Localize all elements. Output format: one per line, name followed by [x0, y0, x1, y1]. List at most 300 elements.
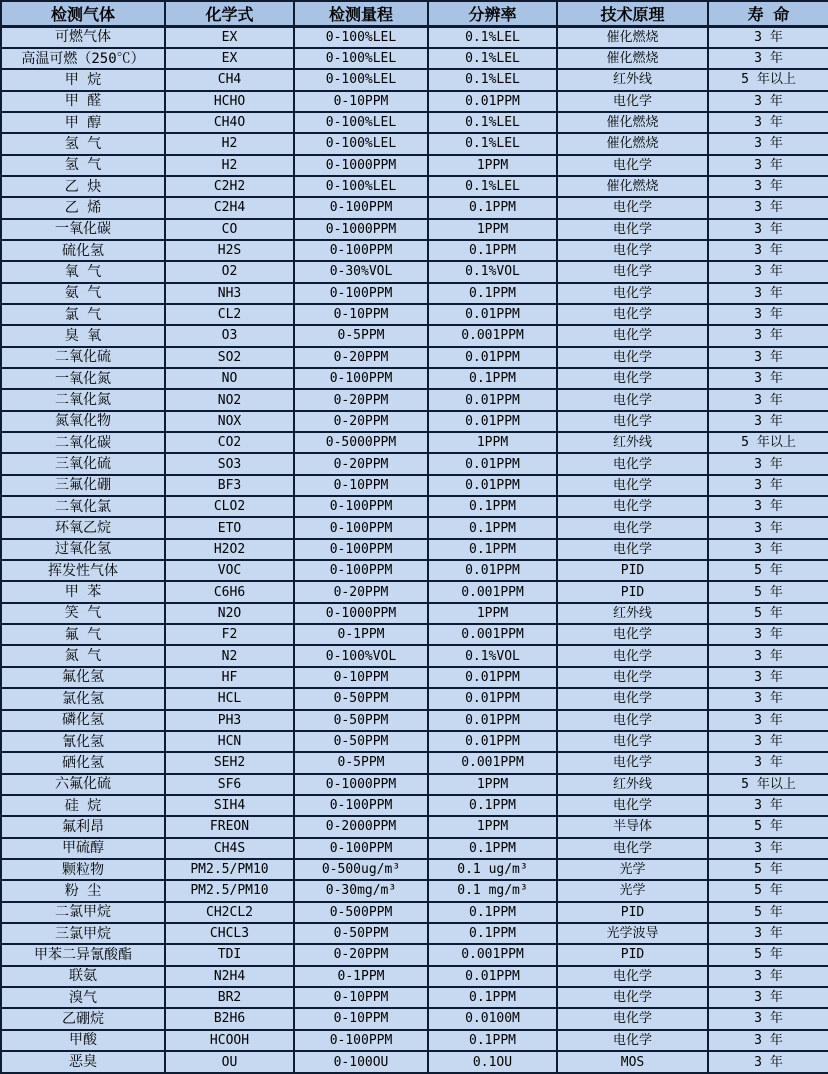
- lifespan-cell: 3 年: [708, 283, 828, 304]
- formula-cell: PH3: [165, 710, 294, 731]
- gas-name-cell: 乙 炔: [1, 176, 165, 197]
- principle-cell: PID: [557, 902, 708, 923]
- formula-cell: H2S: [165, 240, 294, 261]
- principle-cell: 电化学: [557, 91, 708, 112]
- formula-cell: SIH4: [165, 795, 294, 816]
- resolution-cell: 0.001PPM: [428, 581, 557, 602]
- range-cell: 0-1000PPM: [294, 219, 428, 240]
- formula-cell: PM2.5/PM10: [165, 859, 294, 880]
- resolution-cell: 1PPM: [428, 155, 557, 176]
- formula-cell: CH4: [165, 69, 294, 90]
- resolution-cell: 0.01PPM: [428, 91, 557, 112]
- resolution-cell: 0.1PPM: [428, 902, 557, 923]
- formula-cell: C6H6: [165, 581, 294, 602]
- range-cell: 0-100%LEL: [294, 27, 428, 48]
- principle-cell: 红外线: [557, 603, 708, 624]
- principle-cell: 催化燃烧: [557, 176, 708, 197]
- lifespan-cell: 3 年: [708, 219, 828, 240]
- resolution-cell: 0.1 ug/m³: [428, 859, 557, 880]
- range-cell: 0-100%LEL: [294, 48, 428, 69]
- formula-cell: SO2: [165, 347, 294, 368]
- range-cell: 0-100PPM: [294, 795, 428, 816]
- formula-cell: SO3: [165, 453, 294, 474]
- resolution-cell: 0.1%VOL: [428, 261, 557, 282]
- resolution-cell: 0.1%LEL: [428, 176, 557, 197]
- gas-name-cell: 三氧化硫: [1, 453, 165, 474]
- table-row: [1, 710, 828, 731]
- principle-cell: 电化学: [557, 539, 708, 560]
- formula-cell: BF3: [165, 475, 294, 496]
- table-row: [1, 944, 828, 965]
- principle-cell: 电化学: [557, 731, 708, 752]
- gas-name-cell: 臭 氧: [1, 325, 165, 346]
- gas-name-cell: 过氧化氢: [1, 539, 165, 560]
- principle-cell: 电化学: [557, 752, 708, 773]
- formula-cell: NO2: [165, 389, 294, 410]
- principle-cell: 电化学: [557, 667, 708, 688]
- formula-cell: SEH2: [165, 752, 294, 773]
- lifespan-cell: 5 年以上: [708, 69, 828, 90]
- table-row: [1, 1051, 828, 1073]
- range-cell: 0-50PPM: [294, 731, 428, 752]
- gas-name-cell: 可燃气体: [1, 27, 165, 48]
- gas-name-cell: 甲 烷: [1, 69, 165, 90]
- resolution-cell: 0.1PPM: [428, 987, 557, 1008]
- range-cell: 0-30%VOL: [294, 261, 428, 282]
- lifespan-cell: 3 年: [708, 1051, 828, 1073]
- resolution-cell: 0.001PPM: [428, 624, 557, 645]
- lifespan-cell: 3 年: [708, 48, 828, 69]
- table-row: [1, 176, 828, 197]
- principle-cell: 电化学: [557, 219, 708, 240]
- range-cell: 0-100PPM: [294, 240, 428, 261]
- resolution-cell: 0.01PPM: [428, 688, 557, 709]
- resolution-cell: 0.1PPM: [428, 923, 557, 944]
- formula-cell: N2: [165, 645, 294, 666]
- principle-cell: 光学波导: [557, 923, 708, 944]
- range-cell: 0-10PPM: [294, 1008, 428, 1029]
- resolution-cell: 0.0100M: [428, 1008, 557, 1029]
- principle-cell: PID: [557, 560, 708, 581]
- resolution-cell: 0.1%LEL: [428, 112, 557, 133]
- formula-cell: NO: [165, 368, 294, 389]
- range-cell: 0-100%LEL: [294, 69, 428, 90]
- range-cell: 0-2000PPM: [294, 816, 428, 837]
- resolution-cell: 0.1PPM: [428, 838, 557, 859]
- range-cell: 0-20PPM: [294, 453, 428, 474]
- gas-name-cell: 甲硫醇: [1, 838, 165, 859]
- lifespan-cell: 3 年: [708, 112, 828, 133]
- range-cell: 0-20PPM: [294, 944, 428, 965]
- formula-cell: NH3: [165, 283, 294, 304]
- formula-cell: EX: [165, 27, 294, 48]
- lifespan-cell: 5 年: [708, 859, 828, 880]
- resolution-cell: 0.1 mg/m³: [428, 880, 557, 901]
- resolution-cell: 0.1%LEL: [428, 133, 557, 154]
- formula-cell: CHCL3: [165, 923, 294, 944]
- principle-cell: 电化学: [557, 304, 708, 325]
- lifespan-cell: 3 年: [708, 27, 828, 48]
- column-header-resolution: 分辨率: [428, 1, 557, 27]
- gas-name-cell: 二氧化硫: [1, 347, 165, 368]
- column-header-range: 检测量程: [294, 1, 428, 27]
- table-row: [1, 603, 828, 624]
- table-row: [1, 1008, 828, 1029]
- formula-cell: H2: [165, 155, 294, 176]
- table-row: [1, 923, 828, 944]
- resolution-cell: 1PPM: [428, 816, 557, 837]
- formula-cell: CH4S: [165, 838, 294, 859]
- gas-name-cell: 溴气: [1, 987, 165, 1008]
- formula-cell: H2: [165, 133, 294, 154]
- formula-cell: HF: [165, 667, 294, 688]
- gas-name-cell: 甲 醇: [1, 112, 165, 133]
- lifespan-cell: 3 年: [708, 731, 828, 752]
- lifespan-cell: 3 年: [708, 710, 828, 731]
- principle-cell: 电化学: [557, 197, 708, 218]
- gas-name-cell: 环氧乙烷: [1, 517, 165, 538]
- column-header-principle: 技术原理: [557, 1, 708, 27]
- lifespan-cell: 3 年: [708, 688, 828, 709]
- formula-cell: O2: [165, 261, 294, 282]
- principle-cell: 电化学: [557, 624, 708, 645]
- table-row: [1, 966, 828, 987]
- resolution-cell: 0.1PPM: [428, 283, 557, 304]
- lifespan-cell: 3 年: [708, 645, 828, 666]
- lifespan-cell: 3 年: [708, 1030, 828, 1051]
- table-row: [1, 197, 828, 218]
- table-row: [1, 581, 828, 602]
- gas-name-cell: 高温可燃（250℃）: [1, 48, 165, 69]
- range-cell: 0-50PPM: [294, 688, 428, 709]
- table-row: [1, 880, 828, 901]
- range-cell: 0-1000PPM: [294, 774, 428, 795]
- range-cell: 0-5PPM: [294, 752, 428, 773]
- gas-name-cell: 三氟化硼: [1, 475, 165, 496]
- lifespan-cell: 3 年: [708, 838, 828, 859]
- lifespan-cell: 3 年: [708, 91, 828, 112]
- table-header: [1, 1, 828, 27]
- lifespan-cell: 3 年: [708, 752, 828, 773]
- principle-cell: 半导体: [557, 816, 708, 837]
- table-row: [1, 27, 828, 48]
- table-row: [1, 816, 828, 837]
- principle-cell: 电化学: [557, 261, 708, 282]
- resolution-cell: 0.01PPM: [428, 347, 557, 368]
- gas-name-cell: 氟化氢: [1, 667, 165, 688]
- range-cell: 0-1000PPM: [294, 603, 428, 624]
- gas-name-cell: 氟 气: [1, 624, 165, 645]
- table-row: [1, 517, 828, 538]
- principle-cell: 电化学: [557, 325, 708, 346]
- table-row: [1, 261, 828, 282]
- formula-cell: CO: [165, 219, 294, 240]
- resolution-cell: 0.1PPM: [428, 197, 557, 218]
- principle-cell: 催化燃烧: [557, 133, 708, 154]
- principle-cell: 电化学: [557, 155, 708, 176]
- gas-name-cell: 乙 烯: [1, 197, 165, 218]
- range-cell: 0-100%LEL: [294, 133, 428, 154]
- range-cell: 0-100%VOL: [294, 645, 428, 666]
- gas-name-cell: 硫化氢: [1, 240, 165, 261]
- gas-name-cell: 二氧化碳: [1, 432, 165, 453]
- principle-cell: 电化学: [557, 838, 708, 859]
- principle-cell: 红外线: [557, 432, 708, 453]
- range-cell: 0-10PPM: [294, 304, 428, 325]
- gas-name-cell: 氯化氢: [1, 688, 165, 709]
- table-row: [1, 667, 828, 688]
- formula-cell: FREON: [165, 816, 294, 837]
- column-header-formula: 化学式: [165, 1, 294, 27]
- resolution-cell: 1PPM: [428, 603, 557, 624]
- formula-cell: SF6: [165, 774, 294, 795]
- formula-cell: N2O: [165, 603, 294, 624]
- gas-name-cell: 氰化氢: [1, 731, 165, 752]
- table-body: [1, 27, 828, 1074]
- resolution-cell: 1PPM: [428, 774, 557, 795]
- gas-name-cell: 氮 气: [1, 645, 165, 666]
- formula-cell: EX: [165, 48, 294, 69]
- range-cell: 0-500PPM: [294, 902, 428, 923]
- table-row: [1, 496, 828, 517]
- lifespan-cell: 5 年: [708, 581, 828, 602]
- range-cell: 0-100PPM: [294, 838, 428, 859]
- lifespan-cell: 3 年: [708, 304, 828, 325]
- resolution-cell: 0.01PPM: [428, 667, 557, 688]
- principle-cell: 电化学: [557, 517, 708, 538]
- principle-cell: 电化学: [557, 966, 708, 987]
- table-row: [1, 795, 828, 816]
- range-cell: 0-100PPM: [294, 560, 428, 581]
- lifespan-cell: 3 年: [708, 261, 828, 282]
- principle-cell: 电化学: [557, 453, 708, 474]
- table-row: [1, 411, 828, 432]
- formula-cell: CH2CL2: [165, 902, 294, 923]
- principle-cell: 电化学: [557, 240, 708, 261]
- range-cell: 0-30mg/m³: [294, 880, 428, 901]
- principle-cell: 电化学: [557, 645, 708, 666]
- range-cell: 0-100PPM: [294, 368, 428, 389]
- table-row: [1, 645, 828, 666]
- formula-cell: C2H4: [165, 197, 294, 218]
- principle-cell: 电化学: [557, 389, 708, 410]
- range-cell: 0-1PPM: [294, 966, 428, 987]
- range-cell: 0-10PPM: [294, 91, 428, 112]
- lifespan-cell: 3 年: [708, 539, 828, 560]
- gas-name-cell: 三氯甲烷: [1, 923, 165, 944]
- range-cell: 0-100PPM: [294, 283, 428, 304]
- range-cell: 0-100PPM: [294, 517, 428, 538]
- resolution-cell: 0.01PPM: [428, 304, 557, 325]
- formula-cell: HCOOH: [165, 1030, 294, 1051]
- table-row: [1, 69, 828, 90]
- principle-cell: 红外线: [557, 69, 708, 90]
- resolution-cell: 0.1PPM: [428, 496, 557, 517]
- lifespan-cell: 3 年: [708, 475, 828, 496]
- range-cell: 0-1000PPM: [294, 155, 428, 176]
- table-row: [1, 91, 828, 112]
- lifespan-cell: 5 年: [708, 816, 828, 837]
- table-row: [1, 112, 828, 133]
- gas-name-cell: 联氨: [1, 966, 165, 987]
- formula-cell: H2O2: [165, 539, 294, 560]
- lifespan-cell: 3 年: [708, 347, 828, 368]
- resolution-cell: 0.1%VOL: [428, 645, 557, 666]
- formula-cell: HCL: [165, 688, 294, 709]
- formula-cell: TDI: [165, 944, 294, 965]
- resolution-cell: 0.1PPM: [428, 539, 557, 560]
- resolution-cell: 0.01PPM: [428, 453, 557, 474]
- formula-cell: CLO2: [165, 496, 294, 517]
- lifespan-cell: 5 年: [708, 560, 828, 581]
- lifespan-cell: 3 年: [708, 795, 828, 816]
- lifespan-cell: 5 年: [708, 902, 828, 923]
- table-row: [1, 1030, 828, 1051]
- gas-name-cell: 氟利昂: [1, 816, 165, 837]
- range-cell: 0-100PPM: [294, 539, 428, 560]
- resolution-cell: 0.1PPM: [428, 1030, 557, 1051]
- principle-cell: 电化学: [557, 1030, 708, 1051]
- principle-cell: 电化学: [557, 710, 708, 731]
- gas-name-cell: 氨 气: [1, 283, 165, 304]
- gas-name-cell: 甲酸: [1, 1030, 165, 1051]
- gas-name-cell: 一氧化氮: [1, 368, 165, 389]
- table-row: [1, 774, 828, 795]
- table-row: [1, 325, 828, 346]
- range-cell: 0-100PPM: [294, 496, 428, 517]
- gas-name-cell: 氮氧化物: [1, 411, 165, 432]
- resolution-cell: 0.01PPM: [428, 560, 557, 581]
- resolution-cell: 0.1%LEL: [428, 69, 557, 90]
- gas-name-cell: 磷化氢: [1, 710, 165, 731]
- formula-cell: VOC: [165, 560, 294, 581]
- gas-name-cell: 氢 气: [1, 155, 165, 176]
- gas-name-cell: 粉 尘: [1, 880, 165, 901]
- principle-cell: MOS: [557, 1051, 708, 1073]
- table-row: [1, 987, 828, 1008]
- range-cell: 0-100%LEL: [294, 176, 428, 197]
- formula-cell: N2H4: [165, 966, 294, 987]
- table-row: [1, 560, 828, 581]
- range-cell: 0-5PPM: [294, 325, 428, 346]
- formula-cell: ETO: [165, 517, 294, 538]
- column-header-gas: 检测气体: [1, 1, 165, 27]
- table-row: [1, 539, 828, 560]
- lifespan-cell: 3 年: [708, 966, 828, 987]
- gas-name-cell: 氧 气: [1, 261, 165, 282]
- formula-cell: F2: [165, 624, 294, 645]
- gas-name-cell: 挥发性气体: [1, 560, 165, 581]
- range-cell: 0-10PPM: [294, 475, 428, 496]
- resolution-cell: 0.1%LEL: [428, 48, 557, 69]
- principle-cell: 电化学: [557, 283, 708, 304]
- table-row: [1, 475, 828, 496]
- resolution-cell: 0.1PPM: [428, 240, 557, 261]
- resolution-cell: 0.001PPM: [428, 752, 557, 773]
- range-cell: 0-10PPM: [294, 667, 428, 688]
- range-cell: 0-500ug/m³: [294, 859, 428, 880]
- principle-cell: 电化学: [557, 795, 708, 816]
- resolution-cell: 0.01PPM: [428, 731, 557, 752]
- formula-cell: B2H6: [165, 1008, 294, 1029]
- table-row: [1, 752, 828, 773]
- principle-cell: 催化燃烧: [557, 112, 708, 133]
- table-row: [1, 624, 828, 645]
- formula-cell: BR2: [165, 987, 294, 1008]
- resolution-cell: 0.01PPM: [428, 411, 557, 432]
- table-row: [1, 453, 828, 474]
- lifespan-cell: 3 年: [708, 155, 828, 176]
- resolution-cell: 0.1OU: [428, 1051, 557, 1073]
- table-row: [1, 389, 828, 410]
- gas-name-cell: 二氧化氯: [1, 496, 165, 517]
- table-row: [1, 432, 828, 453]
- gas-name-cell: 乙硼烷: [1, 1008, 165, 1029]
- gas-name-cell: 六氟化硫: [1, 774, 165, 795]
- lifespan-cell: 3 年: [708, 133, 828, 154]
- formula-cell: CO2: [165, 432, 294, 453]
- gas-name-cell: 甲 醛: [1, 91, 165, 112]
- lifespan-cell: 3 年: [708, 496, 828, 517]
- table-row: [1, 368, 828, 389]
- principle-cell: 电化学: [557, 411, 708, 432]
- gas-name-cell: 氢 气: [1, 133, 165, 154]
- lifespan-cell: 3 年: [708, 389, 828, 410]
- lifespan-cell: 3 年: [708, 453, 828, 474]
- lifespan-cell: 5 年: [708, 603, 828, 624]
- range-cell: 0-50PPM: [294, 710, 428, 731]
- lifespan-cell: 5 年以上: [708, 432, 828, 453]
- range-cell: 0-1PPM: [294, 624, 428, 645]
- resolution-cell: 0.01PPM: [428, 966, 557, 987]
- lifespan-cell: 5 年以上: [708, 774, 828, 795]
- resolution-cell: 0.01PPM: [428, 710, 557, 731]
- lifespan-cell: 5 年: [708, 944, 828, 965]
- range-cell: 0-100PPM: [294, 1030, 428, 1051]
- table-row: [1, 859, 828, 880]
- table-row: [1, 347, 828, 368]
- range-cell: 0-10PPM: [294, 987, 428, 1008]
- lifespan-cell: 3 年: [708, 325, 828, 346]
- range-cell: 0-100OU: [294, 1051, 428, 1073]
- range-cell: 0-20PPM: [294, 347, 428, 368]
- formula-cell: CL2: [165, 304, 294, 325]
- resolution-cell: 1PPM: [428, 219, 557, 240]
- range-cell: 0-20PPM: [294, 389, 428, 410]
- principle-cell: 电化学: [557, 1008, 708, 1029]
- range-cell: 0-5000PPM: [294, 432, 428, 453]
- column-header-lifespan: 寿 命: [708, 1, 828, 27]
- lifespan-cell: 3 年: [708, 624, 828, 645]
- principle-cell: PID: [557, 944, 708, 965]
- lifespan-cell: 3 年: [708, 411, 828, 432]
- range-cell: 0-100%LEL: [294, 112, 428, 133]
- lifespan-cell: 3 年: [708, 240, 828, 261]
- formula-cell: C2H2: [165, 176, 294, 197]
- principle-cell: 催化燃烧: [557, 27, 708, 48]
- lifespan-cell: 3 年: [708, 197, 828, 218]
- table-row: [1, 838, 828, 859]
- table-row: [1, 688, 828, 709]
- principle-cell: 电化学: [557, 368, 708, 389]
- resolution-cell: 0.1%LEL: [428, 27, 557, 48]
- formula-cell: OU: [165, 1051, 294, 1073]
- resolution-cell: 1PPM: [428, 432, 557, 453]
- gas-name-cell: 甲 苯: [1, 581, 165, 602]
- table-row: [1, 304, 828, 325]
- lifespan-cell: 3 年: [708, 923, 828, 944]
- gas-name-cell: 氯 气: [1, 304, 165, 325]
